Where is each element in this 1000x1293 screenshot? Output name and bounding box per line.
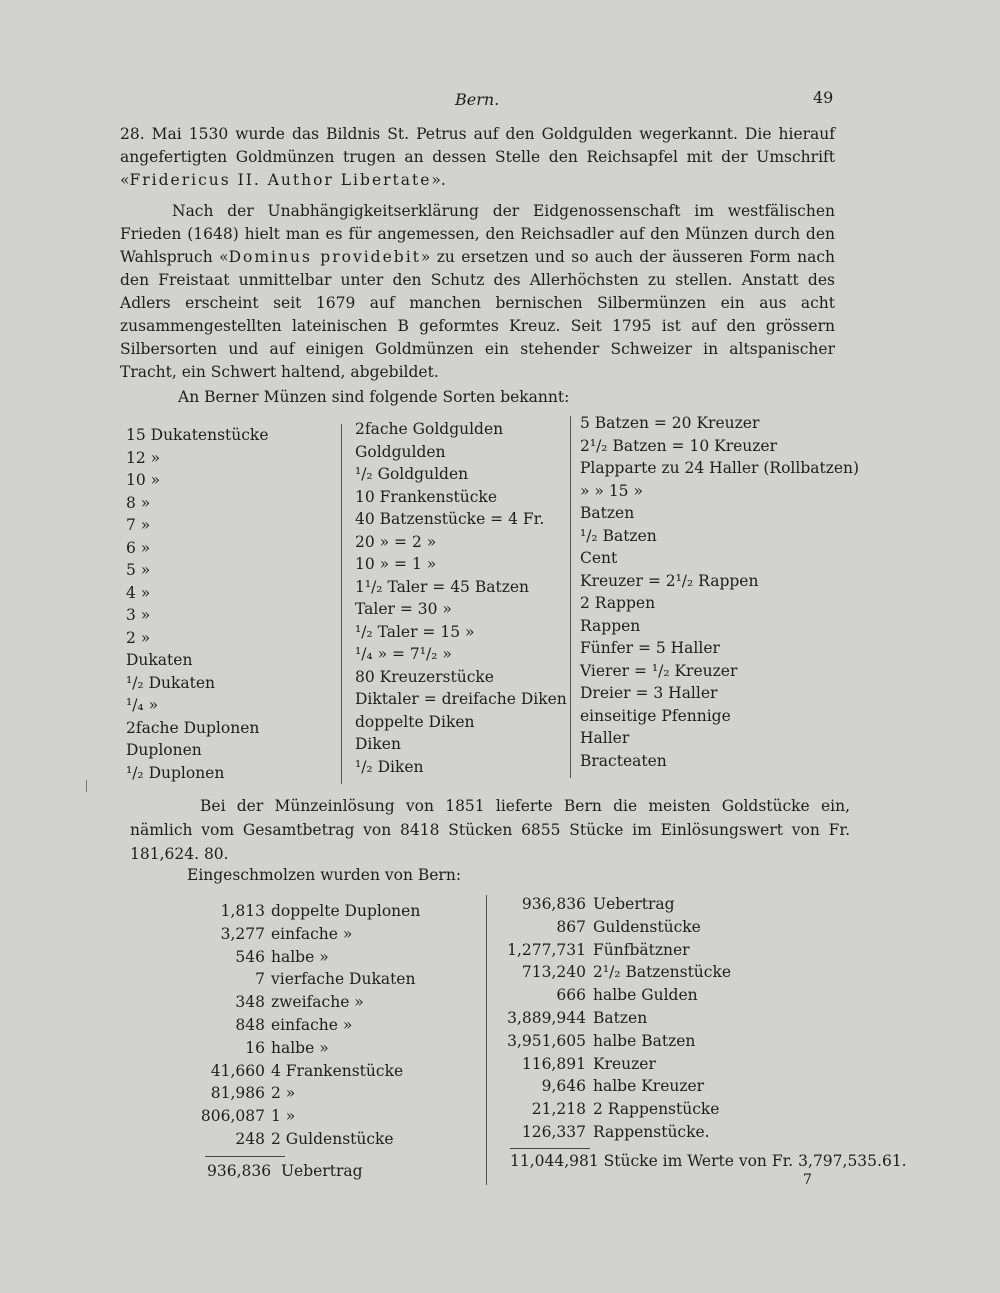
melted-label: 4 Frankenstücke: [271, 1061, 404, 1080]
melted-count: 713,240: [521, 963, 586, 982]
melted-list-right: [505, 893, 865, 1144]
sort-item: Diken: [355, 735, 401, 753]
sort-item: 5 Batzen = 20 Kreuzer: [580, 414, 760, 432]
sorts-intro: An Berner Münzen sind folgende Sorten bekannt:: [178, 388, 570, 406]
sort-item: 10 » = 1 »: [355, 555, 437, 573]
melted-row: [505, 1053, 865, 1076]
melted-row: [180, 1060, 480, 1083]
sort-item: 12 »: [126, 448, 161, 467]
sort-item: Cent: [580, 549, 618, 567]
sort-item: 4 »: [126, 583, 151, 602]
sort-item: » » 15 »: [580, 481, 643, 500]
melted-label: vierfache Dukaten: [271, 970, 416, 989]
melted-row: [505, 984, 865, 1007]
sum-rule: [205, 1156, 285, 1157]
melted-label: Uebertrag: [593, 895, 675, 913]
sort-item: Haller: [580, 729, 630, 747]
melted-row: [180, 1082, 480, 1105]
sort-item: 2 Rappen: [580, 594, 656, 612]
sorts-column-2: [355, 418, 570, 778]
sort-item: 10 »: [126, 471, 161, 489]
melted-count: 806,087: [200, 1107, 265, 1126]
sort-item: Goldgulden: [355, 442, 446, 461]
sort-item: Duplonen: [126, 741, 202, 759]
melted-count: 666: [556, 986, 586, 1005]
sort-item: Batzen: [580, 504, 635, 522]
sort-item: Dreier = 3 Haller: [580, 684, 718, 702]
sort-item: Kreuzer = 2¹/₂ Rappen: [580, 571, 759, 590]
sort-item: 10 Frankenstücke: [355, 487, 497, 506]
carry-label: Uebertrag: [280, 1162, 363, 1180]
sort-item: 40 Batzenstücke = 4 Fr.: [355, 510, 545, 528]
sort-item: doppelte Diken: [355, 712, 475, 731]
melted-row: [505, 1030, 865, 1053]
melted-row: [505, 1098, 865, 1121]
melted-label: Kreuzer: [593, 1054, 656, 1073]
melted-row: [180, 991, 480, 1014]
sort-item: ¹/₂ Taler = 15 »: [355, 622, 475, 641]
signature-mark: 7: [803, 1172, 812, 1188]
melted-count: 3,889,944: [507, 1008, 586, 1027]
sort-item: 3 »: [126, 606, 151, 624]
melted-row: [505, 939, 865, 962]
melted-row: [180, 946, 480, 969]
melted-row: [505, 1121, 865, 1144]
melted-row: [505, 961, 865, 984]
melted-count: 41,660: [210, 1061, 265, 1080]
melted-label: 2 Rappenstücke: [593, 1100, 720, 1119]
sort-item: 6 »: [126, 538, 151, 557]
melted-label: einfache »: [271, 1015, 353, 1034]
melted-row: [180, 1128, 480, 1151]
melted-count: 81,986: [210, 1084, 265, 1103]
melted-row: [505, 1075, 865, 1098]
melted-label: halbe »: [271, 1038, 329, 1057]
melted-label: einfache »: [271, 924, 353, 943]
paragraph-2-text-b: » zu ersetzen und so auch der äusseren Form nach den Freistaat unmittelbar unter den Schutz des Allerhöchsten zu stellen. Anstatt des Adlers erscheint seit 1679 auf manchen bernischen Silbermünzen ein aus acht zusammengestellten lateinischen B geformtes Kreuz. Seit 1795 ist auf den grössern Silbersorten und auf einigen Goldmünzen ein stehender Schweizer in altspanischer Tracht, ein Schwert haltend, abgebildet.: [120, 248, 836, 381]
sort-item: Diktaler = dreifache Diken: [355, 690, 567, 708]
melted-label: Rappenstücke.: [593, 1122, 710, 1141]
melted-count: 21,218: [531, 1100, 586, 1119]
sort-item: 2 »: [126, 628, 151, 647]
melted-count: 848: [235, 1015, 265, 1034]
melted-count: 9,646: [541, 1077, 586, 1096]
melted-count: 3,277: [220, 924, 265, 943]
melted-heading: Eingeschmolzen wurden von Bern:: [187, 866, 462, 884]
melted-label: halbe Gulden: [593, 986, 698, 1005]
melted-label: 2 »: [271, 1084, 296, 1103]
melted-total: 11,044,981 Stücke im Werte von Fr. 3,797,535.61.: [510, 1152, 907, 1170]
melted-row: [180, 968, 480, 991]
sort-item: Bracteaten: [580, 751, 667, 770]
sort-item: 8 »: [126, 493, 151, 512]
sorts-column-1: [126, 424, 336, 784]
sorts-column-3: [580, 412, 860, 772]
sort-item: ¹/₂ Dukaten: [126, 673, 216, 692]
sort-item: Plapparte zu 24 Haller (Rollbatzen): [580, 459, 860, 477]
carry-forward-left: [207, 1162, 363, 1180]
einloesung-paragraph: Bei der Münzeinlösung von 1851 lieferte Bern die meisten Goldstücke ein, nämlich vom Gesamtbetrag von 8418 Stücken 6855 Stücke im Einlösungswert von Fr. 181,624. 80.: [130, 797, 850, 863]
melted-label: halbe Kreuzer: [593, 1077, 705, 1096]
melted-row: [180, 1014, 480, 1037]
melted-label: 2 Guldenstücke: [271, 1129, 394, 1148]
sort-item: 2¹/₂ Batzen = 10 Kreuzer: [580, 436, 778, 455]
melted-row: [180, 1037, 480, 1060]
melted-count: 936,836: [521, 895, 586, 913]
melted-count: 348: [235, 993, 265, 1012]
sort-item: 2fache Goldgulden: [355, 420, 504, 438]
melted-row: [180, 923, 480, 946]
melted-label: halbe »: [271, 947, 329, 966]
melted-row: [505, 1007, 865, 1030]
paragraph-2-text-a: Nach der Unabhängigkeitserklärung der Eidgenossenschaft im westfälischen Frieden (1648) hielt man es für angemessen, den Reichsadler auf den Münzen durch den Wahlspruch «: [120, 202, 835, 266]
sort-item: 1¹/₂ Taler = 45 Batzen: [355, 577, 530, 596]
carry-count: 936,836: [207, 1162, 272, 1180]
melted-count: 116,891: [521, 1054, 586, 1073]
melted-count: 126,337: [521, 1122, 586, 1141]
sort-item: 20 » = 2 »: [355, 532, 437, 551]
sort-item: Dukaten: [126, 651, 193, 669]
paragraph-2-spaced: Dominus providebit: [228, 248, 421, 266]
melted-count: 546: [235, 947, 265, 966]
melted-list-left: [180, 900, 480, 1151]
margin-mark: [86, 780, 87, 792]
sort-item: einseitige Pfennige: [580, 706, 731, 725]
melted-label: halbe Batzen: [593, 1031, 696, 1050]
melted-label: 1 »: [271, 1107, 296, 1126]
sort-item: ¹/₂ Duplonen: [126, 763, 225, 782]
melted-label: Guldenstücke: [593, 917, 701, 936]
paragraph-1-spaced: Fridericus II. Author Libertate: [129, 171, 432, 189]
paragraph-2: [120, 200, 835, 384]
sort-item: ¹/₂ Batzen: [580, 526, 657, 545]
sort-item: 7 »: [126, 516, 151, 534]
sort-item: ¹/₂ Goldgulden: [355, 465, 469, 483]
sort-item: 15 Dukatenstücke: [126, 426, 269, 444]
melted-label: Batzen: [593, 1008, 648, 1027]
melted-label: zweifache »: [271, 993, 364, 1012]
column-divider: [486, 895, 487, 1185]
sort-item: 5 »: [126, 561, 151, 579]
melted-row: [505, 893, 865, 916]
paragraph-1-text-b: ».: [431, 171, 446, 189]
sort-item: Taler = 30 »: [355, 600, 452, 618]
paragraph-1: [120, 123, 835, 192]
melted-label: doppelte Duplonen: [271, 902, 421, 920]
melted-row: [505, 916, 865, 939]
page-number: 49: [813, 88, 834, 107]
sort-item: 2fache Duplonen: [126, 718, 260, 737]
melted-count: 16: [245, 1038, 265, 1057]
sum-rule: [510, 1148, 590, 1149]
melted-count: 867: [556, 917, 586, 936]
sort-item: Rappen: [580, 616, 641, 635]
melted-label: 2¹/₂ Batzenstücke: [593, 963, 732, 982]
sort-item: 80 Kreuzerstücke: [355, 667, 494, 686]
sort-item: Vierer = ¹/₂ Kreuzer: [580, 661, 738, 680]
melted-count: 1,813: [220, 902, 265, 920]
melted-count: 248: [235, 1129, 265, 1148]
sort-item: ¹/₄ »: [126, 696, 159, 714]
running-title: Bern.: [455, 90, 500, 109]
sort-item: Fünfer = 5 Haller: [580, 639, 720, 657]
melted-count: 3,951,605: [507, 1031, 586, 1050]
column-divider: [341, 424, 342, 784]
melted-count: 7: [255, 970, 265, 989]
melted-row: [180, 1105, 480, 1128]
melted-row: [180, 900, 480, 923]
melted-count: 1,277,731: [507, 940, 586, 959]
melted-label: Fünfbätzner: [593, 940, 690, 959]
paragraph-1-text-a: 28. Mai 1530 wurde das Bildnis St. Petrus auf den Goldgulden wegerkannt. Die hierauf angefertigten Goldmünzen trugen an dessen Stelle den Reichsapfel mit der Umschrift «: [120, 125, 835, 189]
sort-item: ¹/₄ » = 7¹/₂ »: [355, 645, 452, 663]
column-divider: [570, 416, 571, 778]
sort-item: ¹/₂ Diken: [355, 757, 424, 776]
